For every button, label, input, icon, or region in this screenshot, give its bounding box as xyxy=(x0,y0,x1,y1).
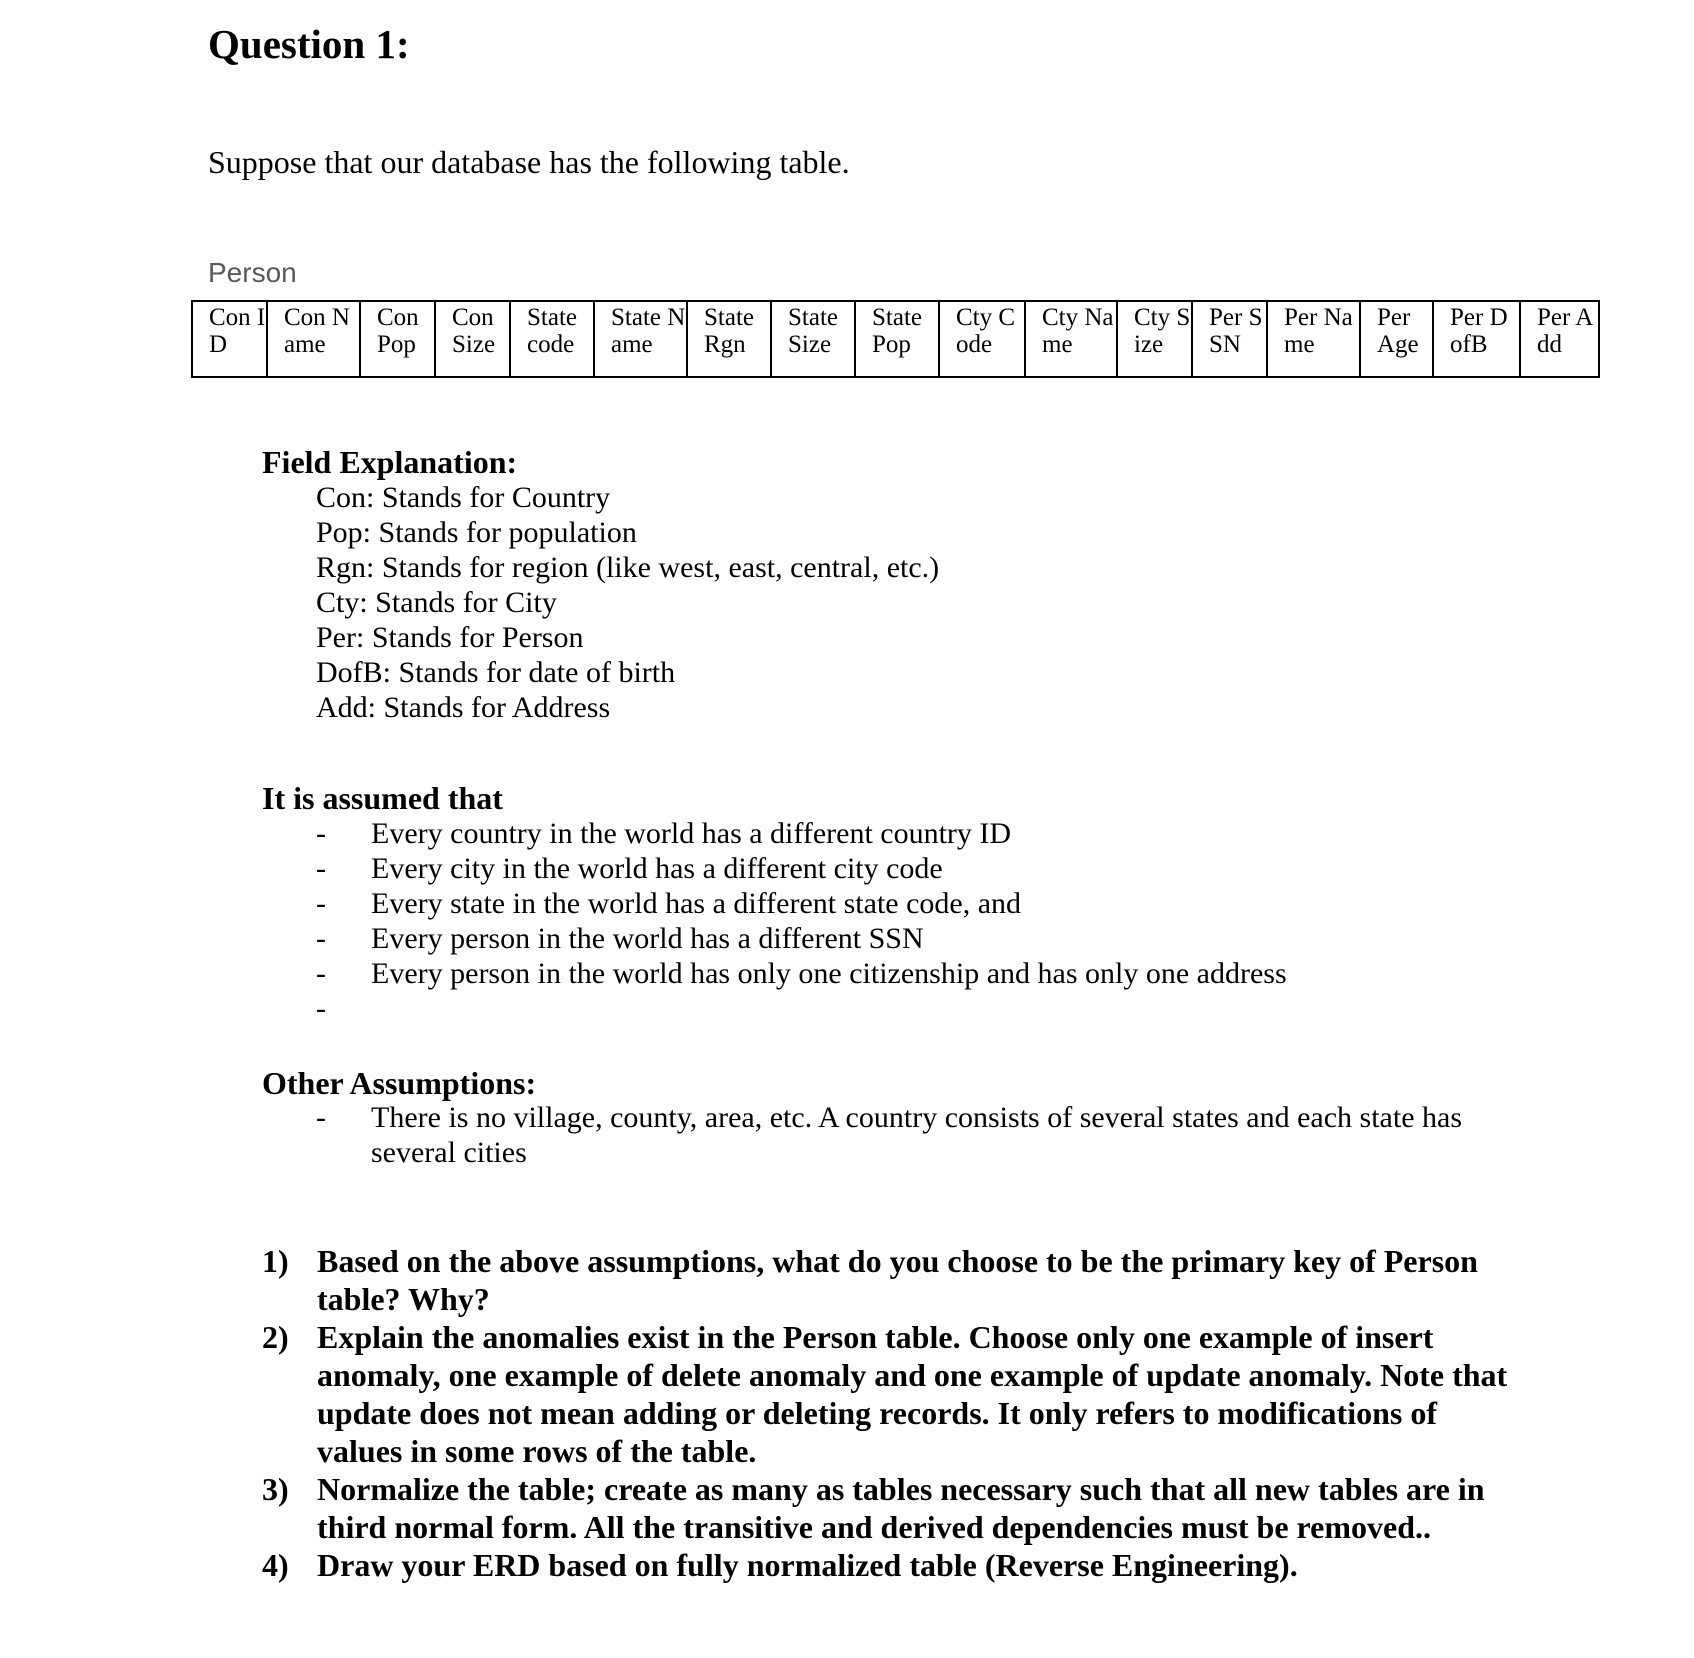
assumption-text: Every country in the world has a different country ID xyxy=(371,817,1012,850)
question-item xyxy=(262,1546,1522,1584)
table-header-cell: Con Name xyxy=(267,301,360,377)
question-title: Question 1: xyxy=(208,21,410,67)
question-item xyxy=(262,1470,1522,1546)
table-header-cell: State Pop xyxy=(855,301,939,377)
assumption-item-empty xyxy=(316,991,1516,1026)
other-assumptions-list xyxy=(316,1100,1496,1170)
table-header-cell: State Size xyxy=(771,301,855,377)
other-assumptions-heading: Other Assumptions: xyxy=(262,1065,537,1101)
table-header-cell: Per Add xyxy=(1520,301,1599,377)
assumption-text: Every state in the world has a different state code, and xyxy=(371,887,1022,920)
table-caption: Person xyxy=(208,257,297,288)
question-number: 3) xyxy=(262,1471,289,1507)
dash-bullet: - xyxy=(316,922,326,955)
dash-bullet: - xyxy=(316,1101,326,1134)
assumption-item xyxy=(316,921,1516,956)
other-assumption-text: There is no village, county, area, etc. A country consists of several states and each state has several cities xyxy=(371,1101,1463,1169)
assumption-text: Every city in the world has a different city code xyxy=(371,852,943,885)
table-header-row xyxy=(192,301,1599,377)
field-explanation-item: Rgn: Stands for region (like west, east, central, etc.) xyxy=(316,551,940,584)
table-header-cell: Per Name xyxy=(1267,301,1360,377)
table-header-cell: Per Age xyxy=(1360,301,1433,377)
assumption-item xyxy=(316,886,1516,921)
dash-bullet: - xyxy=(316,957,326,990)
table-header-cell: Per DofB xyxy=(1433,301,1520,377)
assumption-text: Every person in the world has a different SSN xyxy=(371,922,924,955)
field-explanation-heading: Field Explanation: xyxy=(262,444,518,480)
intro-text: Suppose that our database has the following table. xyxy=(208,144,850,180)
field-explanation-list xyxy=(316,480,939,725)
table-header-cell: Cty Name xyxy=(1025,301,1117,377)
table-header-cell: Con Size xyxy=(435,301,510,377)
dash-bullet: - xyxy=(316,817,326,850)
field-explanation-item: DofB: Stands for date of birth xyxy=(316,656,676,689)
assumptions-list xyxy=(316,816,1516,1026)
other-assumption-item xyxy=(316,1100,1496,1170)
question-text: Draw your ERD based on fully normalized table (Reverse Engineering). xyxy=(317,1547,1298,1583)
question-text: Based on the above assumptions, what do you choose to be the primary key of Person table? Why? xyxy=(317,1243,1478,1317)
question-number: 4) xyxy=(262,1547,289,1583)
field-explanation-item: Per: Stands for Person xyxy=(316,621,584,654)
table-header-cell: State code xyxy=(510,301,594,377)
assumption-item xyxy=(316,816,1516,851)
field-explanation-item: Cty: Stands for City xyxy=(316,586,557,619)
person-table xyxy=(191,300,1600,378)
assumption-item xyxy=(316,851,1516,886)
table-header-cell: State Rgn xyxy=(687,301,771,377)
dash-bullet: - xyxy=(316,852,326,885)
question-number: 2) xyxy=(262,1319,289,1355)
table-header-cell: Con Pop xyxy=(360,301,435,377)
question-text: Explain the anomalies exist in the Person table. Choose only one example of insert anomaly, one example of delete anomaly and one example of update anomaly. Note that update does not mean adding or deleting records. It only refers to modifications of values in some rows of the table. xyxy=(317,1319,1508,1469)
questions-list xyxy=(262,1242,1522,1584)
table-header-cell: State Name xyxy=(594,301,687,377)
question-item xyxy=(262,1318,1522,1470)
table-header-cell: Cty Code xyxy=(939,301,1025,377)
dash-bullet: - xyxy=(316,992,326,1025)
dash-bullet: - xyxy=(316,887,326,920)
table-header-cell: Con ID xyxy=(192,301,267,377)
question-number: 1) xyxy=(262,1243,289,1279)
assumptions-heading: It is assumed that xyxy=(262,780,503,816)
table-header-cell: Per SSN xyxy=(1192,301,1267,377)
table-header-cell: Cty Size xyxy=(1117,301,1192,377)
field-explanation-item: Con: Stands for Country xyxy=(316,481,611,514)
field-explanation-item: Pop: Stands for population xyxy=(316,516,637,549)
question-text: Normalize the table; create as many as tables necessary such that all new tables are in third normal form. All the transitive and derived dependencies must be removed.. xyxy=(317,1471,1485,1545)
field-explanation-item: Add: Stands for Address xyxy=(316,691,611,724)
assumption-text: Every person in the world has only one citizenship and has only one address xyxy=(371,957,1287,990)
assumption-item xyxy=(316,956,1516,991)
question-item xyxy=(262,1242,1522,1318)
